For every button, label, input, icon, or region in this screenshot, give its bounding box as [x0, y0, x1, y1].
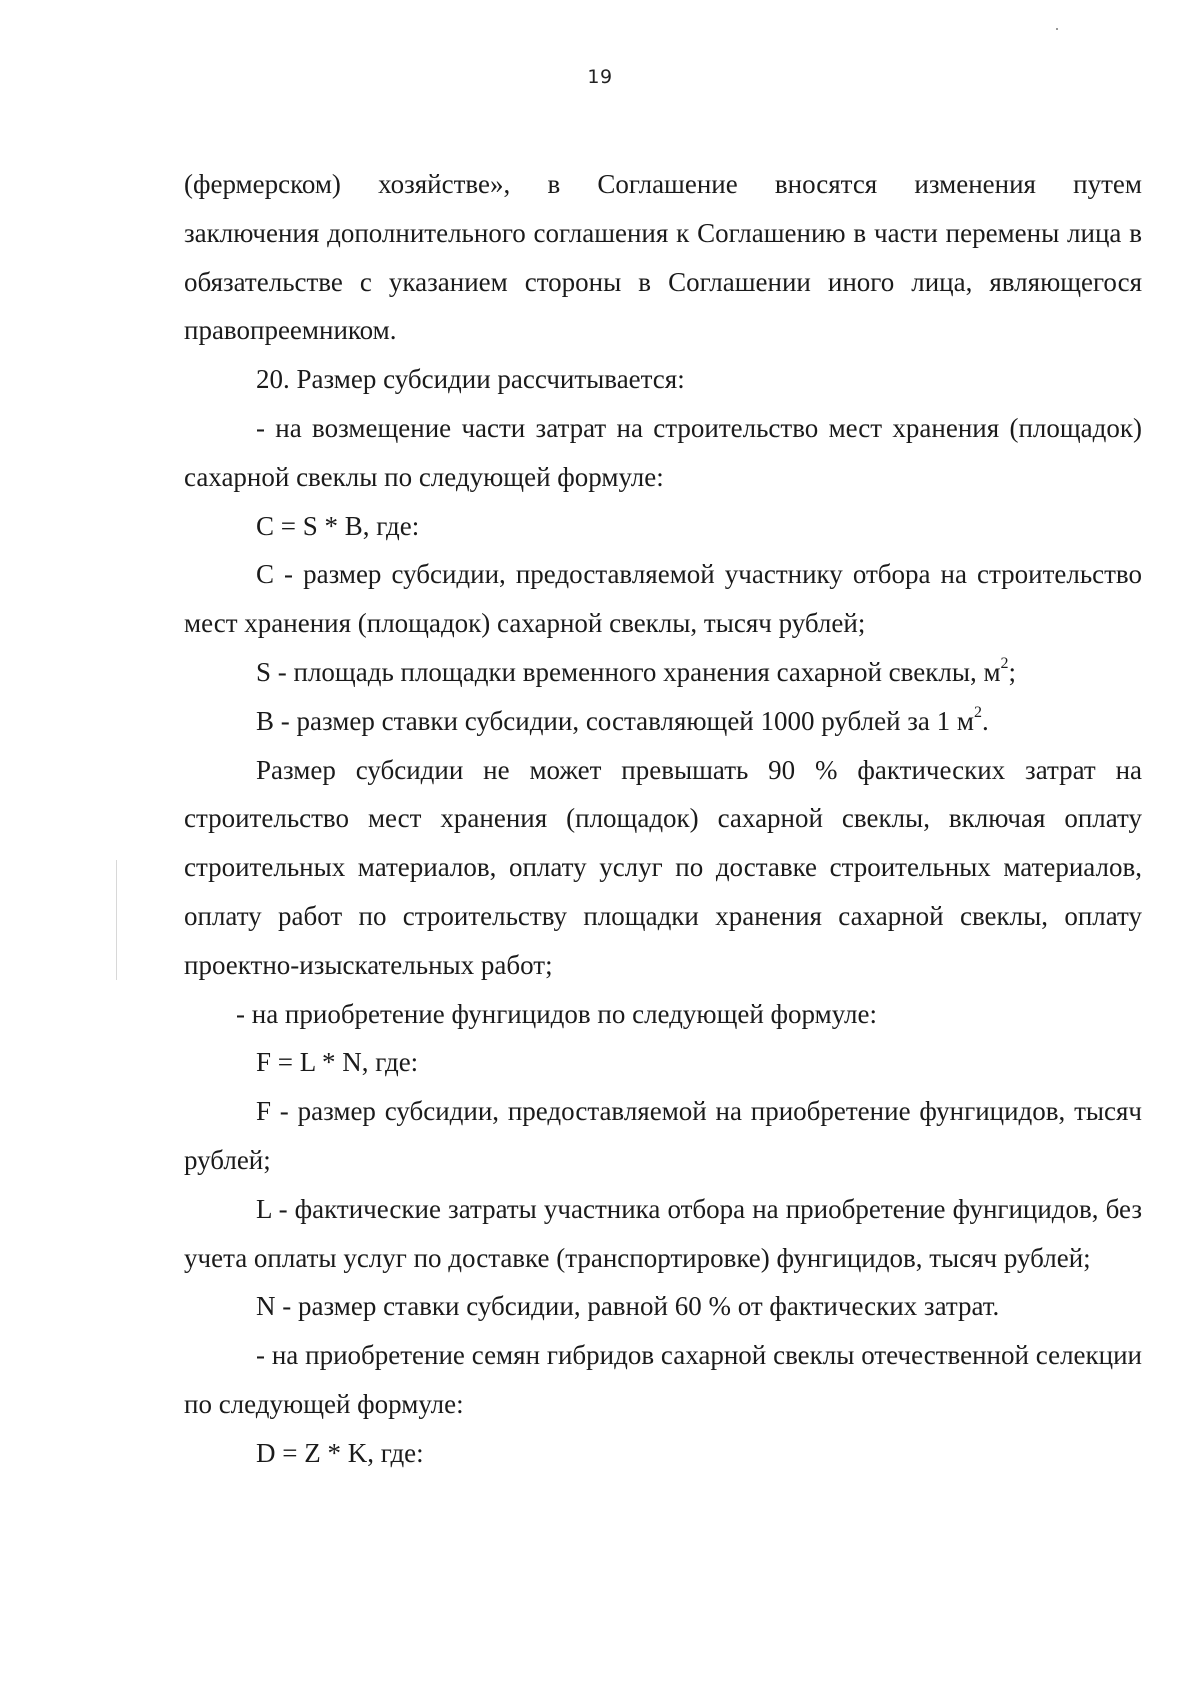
scan-margin-line: [116, 860, 117, 980]
definition-b-text: B - размер ставки субсидии, составляющей 1000 рублей за 1 м: [256, 705, 975, 736]
paragraph-storage-intro: - на возмещение части затрат на строительство мест хранения (площадок) сахарной свеклы по следующей формуле:: [184, 412, 1142, 492]
definition-s-text: S - площадь площадки временного хранения сахарной свеклы, м: [256, 656, 1001, 687]
paragraph-continuation: заключения дополнительного соглашения к Соглашению в части перемены лица в обязательстве с указанием стороны в Соглашении иного лица, являющегося правопреемником.: [184, 217, 1142, 346]
definition-b: [184, 697, 1142, 746]
formula-d: D = Z * K, где:: [256, 1437, 424, 1468]
definition-l: L - фактические затраты участника отбора на приобретение фунгицидов, без учета оплаты услуг по доставке (транспортировке) фунгицидов, тысяч рублей;: [184, 1193, 1142, 1273]
page-number: 19: [587, 66, 613, 88]
paragraph-seed-intro: - на приобретение семян гибридов сахарной свеклы отечественной селекции по следующей формуле:: [184, 1340, 1142, 1419]
formula-c: C = S * B, где:: [256, 510, 420, 541]
document-body: [184, 160, 1142, 1478]
scan-speck: [1056, 28, 1058, 30]
definition-b-superscript: 2: [974, 703, 983, 721]
definition-f: F - размер субсидии, предоставляемой на приобретение фунгицидов, тысяч рублей;: [184, 1096, 1142, 1175]
formula-f: F = L * N, где:: [256, 1047, 419, 1078]
definition-s-superscript: 2: [1000, 654, 1009, 672]
definition-s: [184, 648, 1142, 697]
definition-b-end: .: [982, 705, 989, 736]
paragraph-fungicide-intro: - на приобретение фунгицидов по следующей формуле:: [236, 998, 877, 1029]
paragraph-continuation-line1: (фермерском) хозяйстве», в Соглашение вносятся изменения путем: [184, 169, 1142, 199]
paragraph-20-heading: 20. Размер субсидии рассчитывается:: [256, 364, 685, 395]
definition-c: C - размер субсидии, предоставляемой участнику отбора на строительство мест хранения (площадок) сахарной свеклы, тысяч рублей;: [184, 559, 1142, 639]
definition-n: N - размер ставки субсидии, равной 60 % от фактических затрат.: [256, 1291, 1000, 1322]
paragraph-limit: Размер субсидии не может превышать 90 % фактических затрат на строительство мест хранения (площадок) сахарной свеклы, включая оплату строительных материалов, оплату услуг по доставке строительных материалов, оплату работ по строительству площадки хранения сахарной свеклы, оплату проектно-изыскательных работ;: [184, 754, 1142, 980]
definition-s-end: ;: [1008, 656, 1017, 687]
